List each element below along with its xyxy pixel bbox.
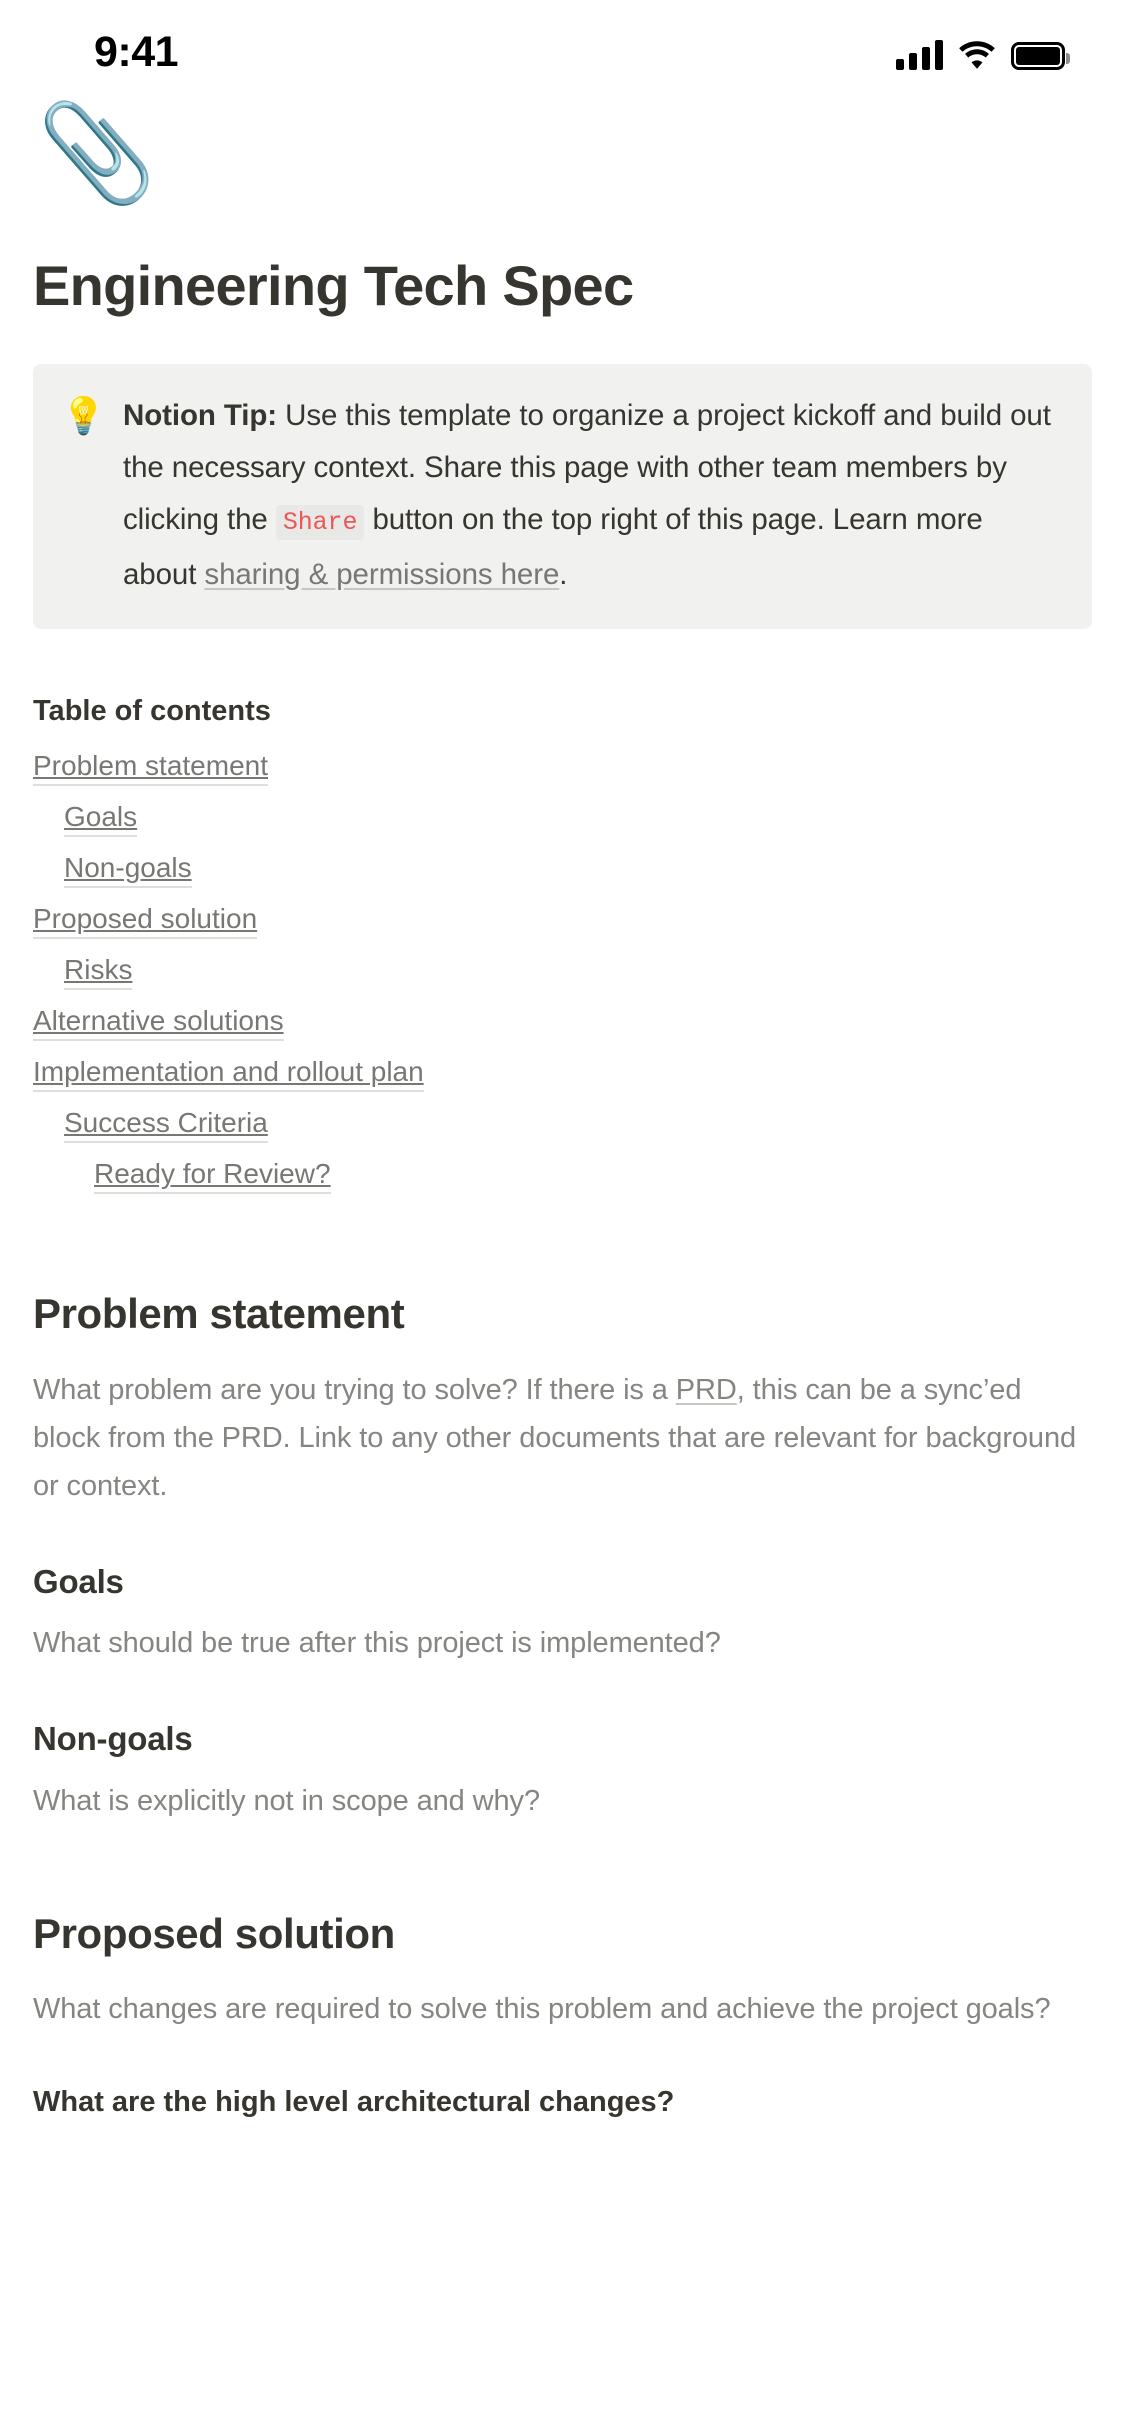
toc-item-label: Ready for Review? [94,1158,331,1194]
status-bar-indicators [896,34,1065,70]
sharing-permissions-link[interactable]: sharing & permissions here [204,558,560,592]
toc-item-ready-for-review[interactable] [94,1154,1092,1193]
toc-item-alternative-solutions[interactable] [33,1001,1092,1040]
toc-item-label: Success Criteria [64,1107,268,1143]
paperclip-emoji: 📎 [37,100,157,207]
paragraph-goals: What should be true after this project is implemented? [33,1627,721,1660]
notion-tip-callout [33,364,1092,629]
toc-item-label: Non-goals [64,852,192,888]
toc-item-goals[interactable] [64,797,1092,836]
table-of-contents [33,695,1092,1193]
light-bulb-emoji: 💡 [61,395,106,437]
paragraph-problem-statement [33,1366,1092,1510]
callout-text-part-3: . [559,558,568,592]
heading-proposed-solution: Proposed solution [33,1909,395,1957]
prd-link[interactable]: PRD [675,1373,737,1406]
heading-goals: Goals [33,1562,124,1600]
wifi-icon [958,40,996,70]
toc-item-risks[interactable] [64,950,1092,989]
toc-item-proposed-solution[interactable] [33,899,1092,938]
toc-item-label: Risks [64,954,132,990]
status-bar [0,0,1125,100]
toc-item-label: Implementation and rollout plan [33,1056,424,1092]
toc-item-label: Alternative solutions [33,1005,284,1041]
battery-icon [1011,42,1065,70]
callout-text-part-1: Use this template to organize a project kickoff and build out the necessary context. Share this page with other team members by clicking the [123,399,1051,537]
paragraph-text-part-1: What problem are you trying to solve? If there is a [33,1373,676,1406]
toc-heading: Table of contents [33,695,271,728]
callout-label: Notion Tip: [123,399,278,433]
toc-item-label: Proposed solution [33,903,257,939]
toc-item-label: Problem statement [33,750,268,786]
paragraph-proposed-solution: What changes are required to solve this problem and achieve the project goals? [33,1993,1051,2026]
heading-non-goals: Non-goals [33,1720,193,1758]
page-title: Engineering Tech Spec [33,254,634,317]
toc-item-problem-statement[interactable] [33,746,1092,785]
heading-architectural-changes: What are the high level architectural changes? [33,2086,675,2119]
callout-text [123,390,1062,601]
toc-item-label: Goals [64,801,137,837]
toc-item-success-criteria[interactable] [64,1103,1092,1142]
share-inline-code: Share [276,505,365,540]
page-content [0,100,1125,2120]
cellular-signal-icon [896,40,943,70]
paragraph-non-goals: What is explicitly not in scope and why? [33,1784,540,1817]
status-bar-time: 9:41 [94,28,179,76]
toc-item-non-goals[interactable] [64,848,1092,887]
heading-problem-statement: Problem statement [33,1290,405,1338]
callout-text-part-2: button on the top right of this page. Learn more about [123,503,983,592]
paragraph-text-part-2: , this can be a sync’ed block from the PRD. Link to any other documents that are relevant for background or context. [33,1373,1076,1502]
toc-item-implementation-and-rollout-plan[interactable] [33,1052,1092,1091]
